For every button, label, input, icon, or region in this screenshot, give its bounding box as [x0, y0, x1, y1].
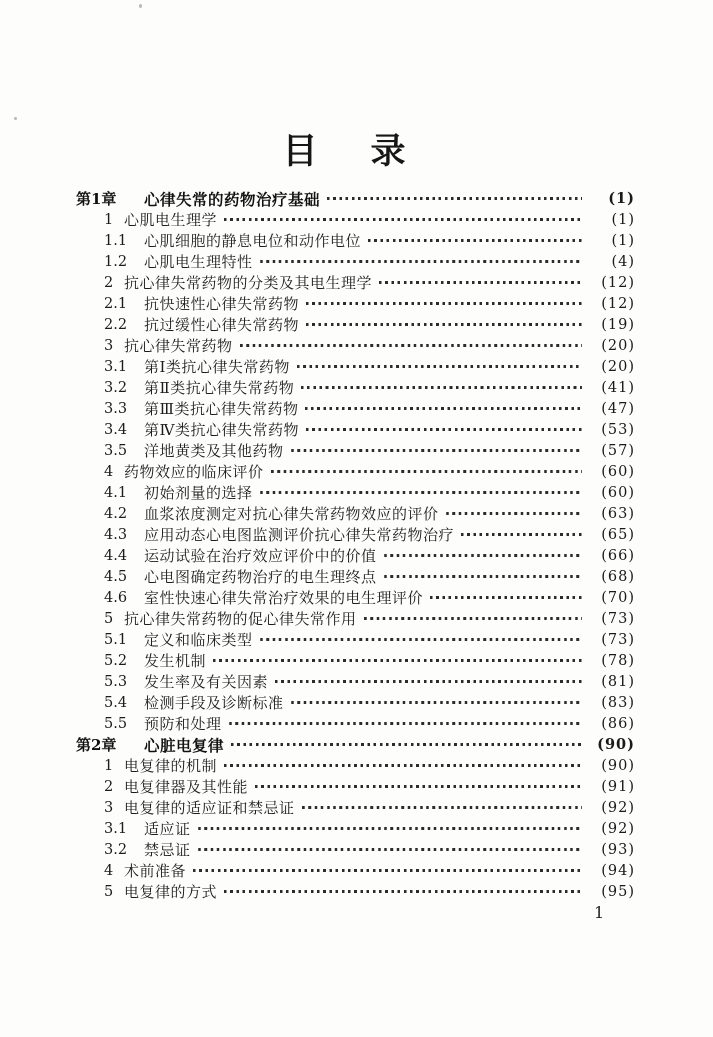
- toc-row: [76, 503, 635, 524]
- scan-speck: [139, 4, 142, 8]
- toc-entry-page: (1): [608, 190, 635, 207]
- toc-entry-number: 4.3: [104, 526, 128, 543]
- toc-entry-title: 抗快速性心律失常药物: [144, 295, 300, 313]
- toc-entry-title: 抗心律失常药物: [124, 337, 233, 355]
- toc-entry-title: 第Ⅰ类抗心律失常药物: [144, 358, 290, 376]
- dot-leader: [240, 344, 582, 347]
- toc-row: [76, 776, 635, 797]
- toc-entry-number: 5: [104, 883, 114, 900]
- toc-row: [76, 545, 635, 566]
- toc-entry-number: 4.2: [104, 505, 128, 522]
- toc-entry-page: (53): [601, 421, 635, 438]
- toc-entry-title: 心脏电复律: [144, 735, 225, 755]
- dot-leader: [430, 596, 582, 599]
- toc-entry-number: 2: [104, 274, 114, 291]
- toc-entry-page: (92): [601, 820, 635, 837]
- dot-leader: [224, 218, 582, 221]
- toc-list: [76, 188, 635, 902]
- dot-leader: [306, 428, 582, 431]
- toc-entry-page: (63): [601, 505, 635, 522]
- toc-entry-title: 定义和临床类型: [144, 631, 253, 649]
- toc-row: [76, 629, 635, 650]
- dot-leader: [291, 701, 582, 704]
- toc-entry-number: 2.2: [104, 316, 128, 333]
- toc-row: [76, 419, 635, 440]
- toc-entry-page: (83): [601, 694, 635, 711]
- dot-leader: [198, 848, 582, 851]
- toc-entry-number: 3.5: [104, 442, 128, 459]
- toc-entry-title: 第Ⅲ类抗心律失常药物: [144, 400, 299, 418]
- dot-leader: [291, 449, 582, 452]
- toc-entry-title: 心律失常的药物治疗基础: [144, 189, 321, 209]
- toc-entry-number: 4.6: [104, 589, 128, 606]
- dot-leader: [260, 638, 582, 641]
- toc-entry-page: (92): [601, 799, 635, 816]
- toc-entry-page: (95): [601, 883, 635, 900]
- scan-speck: [14, 117, 17, 120]
- dot-leader: [224, 764, 582, 767]
- toc-entry-number: 3.1: [104, 820, 128, 837]
- dot-leader: [275, 680, 582, 683]
- dot-leader: [231, 743, 582, 746]
- dot-leader: [364, 617, 582, 620]
- toc-entry-number: 5.2: [104, 652, 128, 669]
- dot-leader: [193, 869, 582, 872]
- toc-row: [76, 209, 635, 230]
- toc-entry-page: (70): [601, 589, 635, 606]
- toc-entry-number: 1.2: [104, 253, 128, 270]
- toc-entry-page: (41): [601, 379, 635, 396]
- toc-entry-page: (73): [601, 610, 635, 627]
- toc-row: [76, 608, 635, 629]
- toc-entry-page: (65): [601, 526, 635, 543]
- toc-entry-title: 适应证: [144, 820, 191, 838]
- dot-leader: [384, 554, 582, 557]
- dot-leader: [224, 890, 582, 893]
- toc-entry-number: 3.1: [104, 358, 128, 375]
- toc-entry-page: (90): [597, 736, 635, 753]
- dot-leader: [446, 512, 582, 515]
- toc-entry-title: 发生率及有关因素: [144, 673, 269, 691]
- toc-entry-title: 抗过缓性心律失常药物: [144, 316, 300, 334]
- toc-entry-number: 5: [104, 610, 114, 627]
- toc-entry-title: 抗心律失常药物的促心律失常作用: [124, 610, 357, 628]
- toc-entry-number: 4.4: [104, 547, 128, 564]
- toc-entry-title: 心肌电生理特性: [144, 253, 253, 271]
- toc-row: [76, 587, 635, 608]
- dot-leader: [260, 491, 582, 494]
- dot-leader: [198, 827, 582, 830]
- dot-leader: [213, 659, 582, 662]
- toc-entry-number: 3.4: [104, 421, 128, 438]
- toc-row: [76, 839, 635, 860]
- toc-entry-page: (12): [601, 274, 635, 291]
- toc-row: [76, 713, 635, 734]
- toc-entry-page: (68): [601, 568, 635, 585]
- toc-entry-page: (66): [601, 547, 635, 564]
- toc-entry-number: 1: [104, 211, 114, 228]
- toc-row: [76, 566, 635, 587]
- toc-row: [76, 398, 635, 419]
- toc-entry-number: 4: [104, 862, 114, 879]
- dot-leader: [327, 197, 582, 200]
- toc-entry-number: 1: [104, 757, 114, 774]
- toc-entry-number: 2: [104, 778, 114, 795]
- toc-entry-title: 心电图确定药物治疗的电生理终点: [144, 568, 377, 586]
- toc-entry-number: 5.3: [104, 673, 128, 690]
- dot-leader: [271, 470, 582, 473]
- dot-leader: [384, 575, 582, 578]
- toc-entry-title: 初始剂量的选择: [144, 484, 253, 502]
- toc-entry-number: 3: [104, 337, 114, 354]
- dot-leader: [368, 239, 582, 242]
- toc-row: [76, 755, 635, 776]
- toc-row: [76, 188, 635, 209]
- toc-row: [76, 440, 635, 461]
- toc-row: [76, 230, 635, 251]
- toc-entry-title: 室性快速心律失常治疗效果的电生理评价: [144, 589, 424, 607]
- dot-leader: [461, 533, 582, 536]
- toc-row: [76, 293, 635, 314]
- toc-entry-number: 4: [104, 463, 114, 480]
- toc-row: [76, 692, 635, 713]
- toc-entry-number: 第2章: [76, 736, 117, 754]
- toc-entry-number: 第1章: [76, 190, 117, 208]
- toc-entry-title: 电复律的方式: [124, 883, 218, 901]
- toc-entry-title: 电复律的机制: [124, 757, 218, 775]
- toc-entry-number: 4.5: [104, 568, 128, 585]
- toc-entry-title: 血浆浓度测定对抗心律失常药物效应的评价: [144, 505, 439, 523]
- toc-row: [76, 818, 635, 839]
- dot-leader: [306, 323, 582, 326]
- dot-leader: [302, 806, 582, 809]
- toc-entry-page: (12): [601, 295, 635, 312]
- toc-entry-page: (1): [611, 232, 635, 249]
- toc-entry-title: 第Ⅳ类抗心律失常药物: [144, 421, 299, 439]
- toc-entry-title: 电复律器及其性能: [124, 778, 249, 796]
- toc-entry-title: 洋地黄类及其他药物: [144, 442, 284, 460]
- dot-leader: [297, 365, 582, 368]
- toc-entry-number: 3.2: [104, 379, 128, 396]
- toc-entry-title: 检测手段及诊断标准: [144, 694, 284, 712]
- toc-entry-title: 第Ⅱ类抗心律失常药物: [144, 379, 295, 397]
- toc-entry-title: 术前准备: [124, 862, 187, 880]
- toc-row: [76, 377, 635, 398]
- toc-entry-page: (86): [601, 715, 635, 732]
- toc-entry-page: (73): [601, 631, 635, 648]
- toc-row: [76, 881, 635, 902]
- dot-leader: [306, 302, 582, 305]
- toc-entry-number: 4.1: [104, 484, 128, 501]
- toc-entry-number: 5.1: [104, 631, 128, 648]
- toc-row: [76, 356, 635, 377]
- toc-row: [76, 251, 635, 272]
- toc-entry-title: 电复律的适应证和禁忌证: [124, 799, 295, 817]
- toc-row: [76, 461, 635, 482]
- toc-entry-page: (90): [601, 757, 635, 774]
- toc-entry-page: (20): [601, 337, 635, 354]
- toc-entry-title: 应用动态心电图监测评价抗心律失常药物治疗: [144, 526, 455, 544]
- toc-entry-page: (4): [611, 253, 635, 270]
- toc-row: [76, 797, 635, 818]
- toc-entry-title: 禁忌证: [144, 841, 191, 859]
- toc-entry-page: (78): [601, 652, 635, 669]
- toc-row: [76, 650, 635, 671]
- toc-entry-page: (91): [601, 778, 635, 795]
- toc-entry-title: 心肌细胞的静息电位和动作电位: [144, 232, 362, 250]
- toc-entry-number: 1.1: [104, 232, 128, 249]
- toc-row: [76, 482, 635, 503]
- toc-entry-page: (81): [601, 673, 635, 690]
- dot-leader: [229, 722, 582, 725]
- toc-entry-number: 3.3: [104, 400, 128, 417]
- toc-entry-page: (60): [601, 484, 635, 501]
- toc-entry-page: (1): [611, 211, 635, 228]
- toc-row: [76, 734, 635, 755]
- toc-entry-title: 预防和处理: [144, 715, 222, 733]
- toc-entry-page: (93): [601, 841, 635, 858]
- toc-entry-page: (57): [601, 442, 635, 459]
- toc-entry-number: 5.5: [104, 715, 128, 732]
- toc-entry-number: 2.1: [104, 295, 128, 312]
- toc-entry-number: 5.4: [104, 694, 128, 711]
- toc-entry-page: (47): [601, 400, 635, 417]
- toc-entry-number: 3.2: [104, 841, 128, 858]
- toc-entry-title: 药物效应的临床评价: [124, 463, 264, 481]
- toc-row: [76, 671, 635, 692]
- toc-row: [76, 314, 635, 335]
- toc-entry-title: 心肌电生理学: [124, 211, 218, 229]
- toc-entry-title: 运动试验在治疗效应评价中的价值: [144, 547, 377, 565]
- dot-leader: [301, 386, 582, 389]
- footer-page-number: 1: [594, 903, 605, 922]
- toc-row: [76, 860, 635, 881]
- toc-entry-number: 3: [104, 799, 114, 816]
- dot-leader: [379, 281, 582, 284]
- toc-entry-page: (20): [601, 358, 635, 375]
- toc-entry-title: 发生机制: [144, 652, 207, 670]
- toc-row: [76, 335, 635, 356]
- toc-entry-page: (19): [601, 316, 635, 333]
- toc-entry-page: (94): [601, 862, 635, 879]
- dot-leader: [255, 785, 582, 788]
- dot-leader: [305, 407, 582, 410]
- dot-leader: [260, 260, 582, 263]
- toc-entry-page: (60): [601, 463, 635, 480]
- toc-entry-title: 抗心律失常药物的分类及其电生理学: [124, 274, 373, 292]
- toc-row: [76, 524, 635, 545]
- toc-row: [76, 272, 635, 293]
- page-title: 目 录: [282, 131, 415, 172]
